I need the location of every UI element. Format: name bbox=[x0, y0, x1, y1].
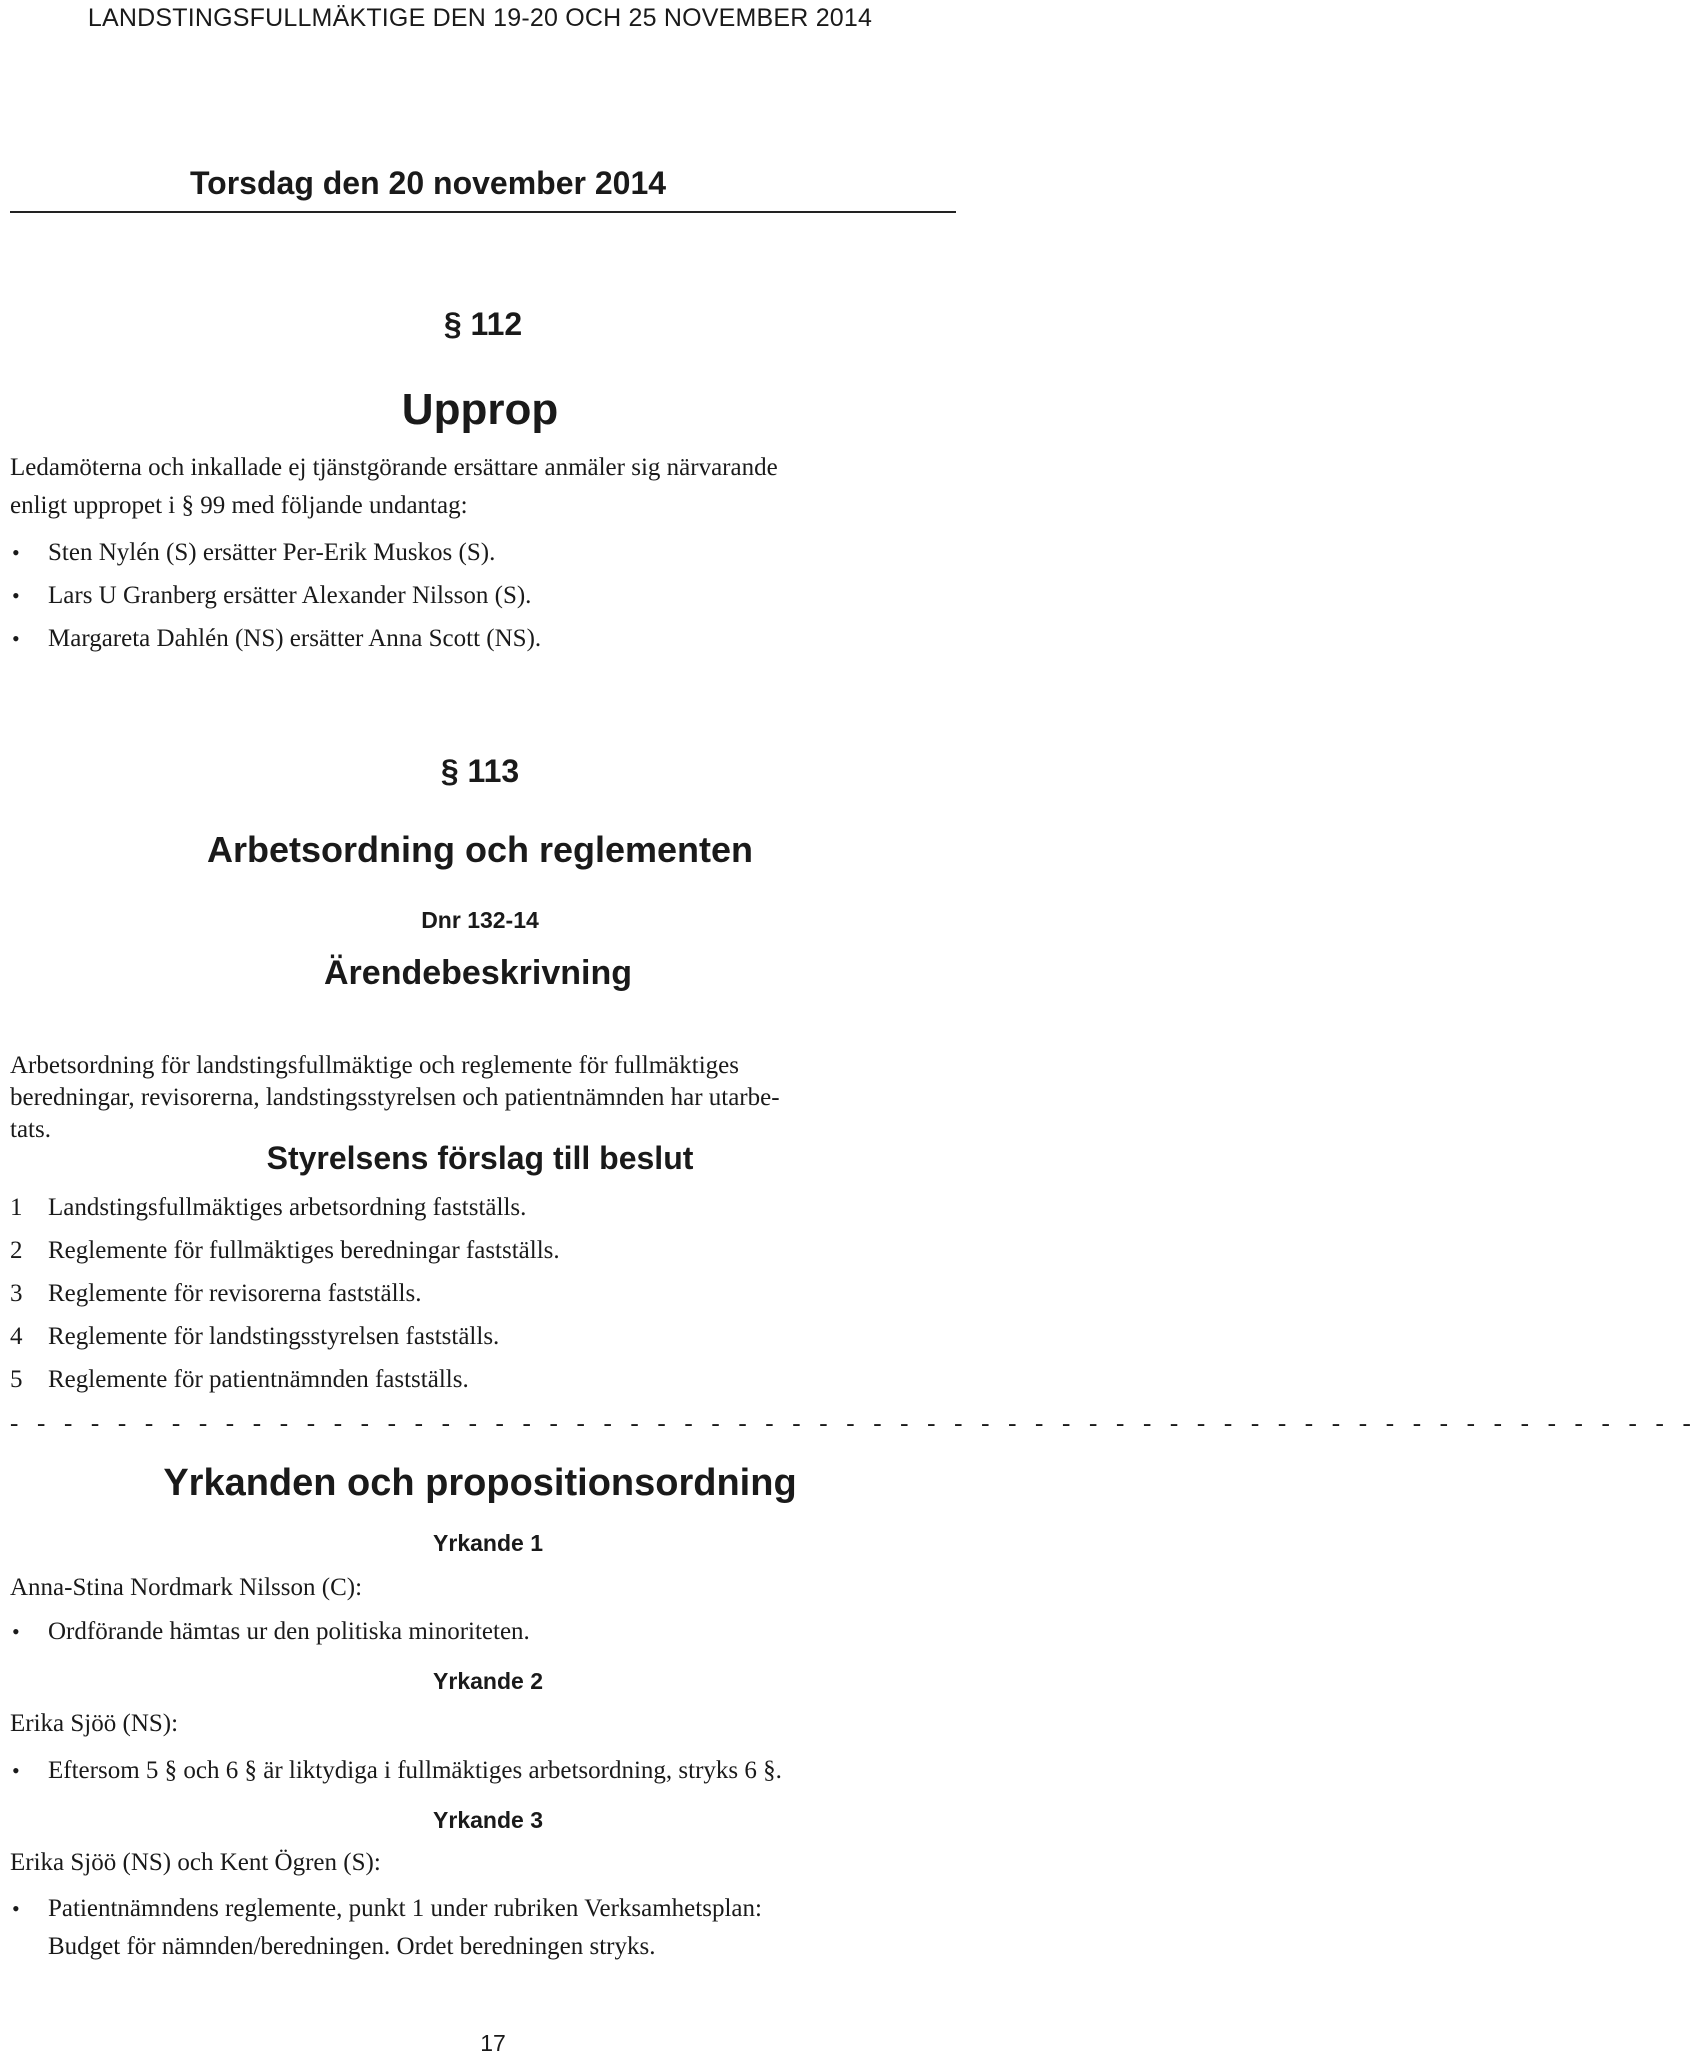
section-113-number: § 113 bbox=[440, 753, 520, 789]
upprop-bullet-2: • Lars U Granberg ersätter Alexander Nilsson (S). bbox=[10, 580, 940, 611]
styrelsens-forslag-heading: Styrelsens förslag till beslut bbox=[266, 1140, 694, 1176]
yrkanden-heading: Yrkanden och propositionsordning bbox=[163, 1462, 797, 1504]
proposal-3: 3 Reglemente för revisorerna fastställs. bbox=[10, 1280, 422, 1307]
yrkande-1-speaker: Anna-Stina Nordmark Nilsson (C): bbox=[10, 1574, 363, 1601]
arendebeskrivning-heading: Ärendebeskrivning bbox=[324, 954, 632, 992]
section-112-number: § 112 bbox=[443, 306, 523, 342]
section-113-title: Arbetsordning och reglementen bbox=[206, 829, 754, 870]
proposal-2: 2 Reglemente för fullmäktiges beredningar fastställs. bbox=[10, 1237, 560, 1264]
page-number: 17 bbox=[480, 2030, 506, 2056]
arende-line2: beredningar, revisorerna, landstingsstyrelsen och patientnämnden har utarbe- bbox=[10, 1084, 780, 1111]
arende-line3: tats. bbox=[10, 1116, 51, 1143]
yrkande-2-bullet: • Eftersom 5 § och 6 § är liktydiga i fullmäktiges arbetsordning, stryks 6 §. bbox=[10, 1755, 940, 1786]
yrkande-3-speaker: Erika Sjöö (NS) och Kent Ögren (S): bbox=[10, 1849, 381, 1876]
dashed-separator: - - - - - - - - - - - - - - - - - - - - - - - - - - - - - - - - - - - - - - - - - - - - - - - - - - - - - - - - - - - - - - - bbox=[10, 1410, 1697, 1437]
yrkande-3-bullet-line2: Budget för nämnden/beredningen. Ordet beredningen stryks. bbox=[48, 1933, 656, 1960]
dnr-label: Dnr 132-14 bbox=[421, 907, 539, 933]
arende-line1: Arbetsordning för landstingsfullmäktige och reglemente för fullmäktiges bbox=[10, 1052, 739, 1079]
yrkande-3-label: Yrkande 3 bbox=[433, 1807, 543, 1833]
upprop-paragraph-line1: Ledamöterna och inkallade ej tjänstgörande ersättare anmäler sig närvarande bbox=[10, 454, 778, 481]
upprop-paragraph-line2: enligt uppropet i § 99 med följande undantag: bbox=[10, 492, 468, 519]
yrkande-2-speaker: Erika Sjöö (NS): bbox=[10, 1710, 179, 1737]
heading-rule bbox=[10, 211, 956, 213]
proposal-1: 1 Landstingsfullmäktiges arbetsordning fastställs. bbox=[10, 1194, 527, 1221]
yrkande-1-bullet: • Ordförande hämtas ur den politiska minoriteten. bbox=[10, 1616, 940, 1647]
section-112-title: Upprop bbox=[401, 385, 559, 434]
yrkande-3-bullet bbox=[10, 1893, 940, 1962]
date-heading: Torsdag den 20 november 2014 bbox=[190, 165, 667, 201]
proposal-5: 5 Reglemente för patientnämnden fastställs. bbox=[10, 1366, 469, 1393]
yrkande-1-label: Yrkande 1 bbox=[433, 1530, 543, 1556]
upprop-bullet-1: • Sten Nylén (S) ersätter Per-Erik Muskos (S). bbox=[10, 537, 940, 568]
yrkande-2-label: Yrkande 2 bbox=[433, 1668, 543, 1694]
yrkande-3-bullet-line1: • Patientnämndens reglemente, punkt 1 under rubriken Verksamhetsplan: bbox=[48, 1895, 762, 1922]
proposal-4: 4 Reglemente för landstingsstyrelsen fastställs. bbox=[10, 1323, 500, 1350]
upprop-bullet-3: • Margareta Dahlén (NS) ersätter Anna Scott (NS). bbox=[10, 623, 940, 654]
running-header: LANDSTINGSFULLMÄKTIGE DEN 19-20 OCH 25 NOVEMBER 2014 bbox=[87, 4, 873, 32]
